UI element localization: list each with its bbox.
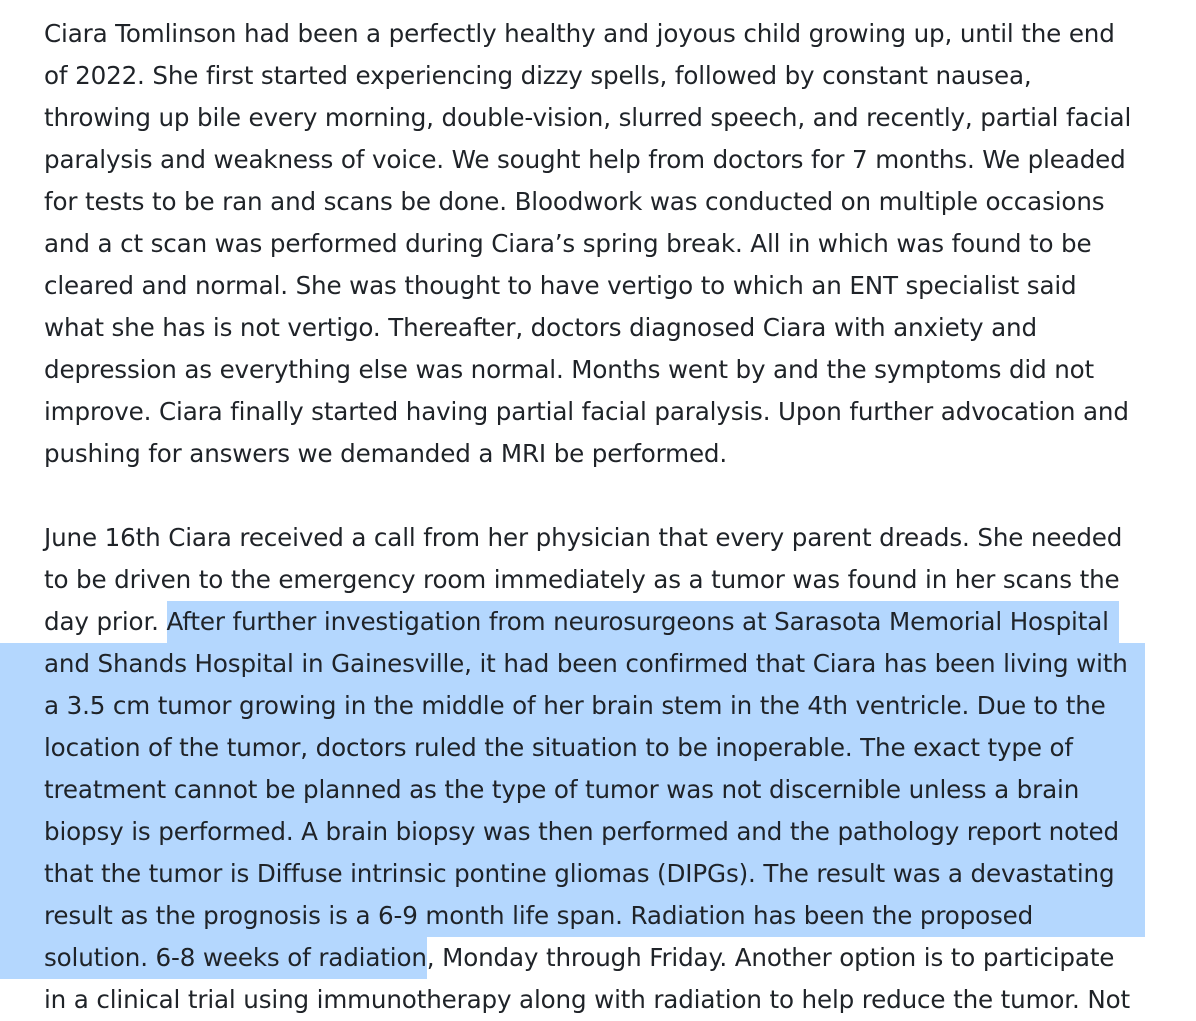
unselected-text: day prior. bbox=[44, 607, 167, 636]
text-line: June 16th Ciara received a call from her physician that every parent dreads. She needed bbox=[44, 523, 1123, 552]
selected-text[interactable]: After further investigation from neurosurgeons at Sarasota Memorial Hospital bbox=[167, 601, 1119, 643]
selected-text[interactable]: solution. 6-8 weeks of radiation bbox=[0, 937, 427, 979]
selected-line[interactable] bbox=[44, 853, 1154, 895]
selected-text[interactable]: and Shands Hospital in Gainesville, it had been confirmed that Ciara has been living with bbox=[0, 643, 1145, 685]
unselected-text: , Monday through Friday. Another option is to participate bbox=[426, 943, 1115, 972]
selected-line[interactable] bbox=[44, 895, 1154, 937]
selected-line[interactable] bbox=[44, 769, 1154, 811]
selected-line[interactable] bbox=[44, 727, 1154, 769]
paragraph-spacer bbox=[44, 475, 1154, 517]
text-line: what she has is not vertigo. Thereafter, doctors diagnosed Ciara with anxiety and bbox=[44, 313, 1037, 342]
text-line: cleared and normal. She was thought to have vertigo to which an ENT specialist said bbox=[44, 271, 1077, 300]
text-line: and a ct scan was performed during Ciara’s spring break. All in which was found to be bbox=[44, 229, 1092, 258]
text-line: of 2022. She first started experiencing dizzy spells, followed by constant nausea, bbox=[44, 61, 1032, 90]
selected-line[interactable] bbox=[44, 811, 1154, 853]
selected-text[interactable]: treatment cannot be planned as the type of tumor was not discernible unless a brain bbox=[0, 769, 1145, 811]
text-line-cut-off: in a clinical trial using immunotherapy along with radiation to help reduce the tumor. Not bbox=[44, 985, 1130, 1014]
article-text bbox=[44, 13, 1154, 1021]
selected-text[interactable]: biopsy is performed. A brain biopsy was then performed and the pathology report noted bbox=[0, 811, 1145, 853]
text-line-selection-end[interactable] bbox=[44, 937, 1154, 979]
selected-text[interactable]: a 3.5 cm tumor growing in the middle of her brain stem in the 4th ventricle. Due to the bbox=[0, 685, 1145, 727]
text-line: for tests to be ran and scans be done. Bloodwork was conducted on multiple occasions bbox=[44, 187, 1105, 216]
selected-line[interactable] bbox=[44, 685, 1154, 727]
text-line-selection-start[interactable] bbox=[44, 601, 1154, 643]
text-line: to be driven to the emergency room immediately as a tumor was found in her scans the bbox=[44, 565, 1120, 594]
selected-text[interactable]: location of the tumor, doctors ruled the situation to be inoperable. The exact type of bbox=[0, 727, 1145, 769]
selected-text[interactable]: that the tumor is Diffuse intrinsic pontine gliomas (DIPGs). The result was a devastating bbox=[0, 853, 1145, 895]
text-line: Ciara Tomlinson had been a perfectly healthy and joyous child growing up, until the end bbox=[44, 19, 1115, 48]
paragraph-diagnosis[interactable] bbox=[44, 517, 1154, 1021]
text-line: throwing up bile every morning, double-vision, slurred speech, and recently, partial facial bbox=[44, 103, 1132, 132]
selected-line[interactable] bbox=[44, 643, 1154, 685]
paragraph-symptoms bbox=[44, 13, 1154, 475]
selected-text[interactable]: result as the prognosis is a 6-9 month life span. Radiation has been the proposed bbox=[0, 895, 1145, 937]
text-line: depression as everything else was normal. Months went by and the symptoms did not bbox=[44, 355, 1095, 384]
text-line: pushing for answers we demanded a MRI be performed. bbox=[44, 439, 728, 468]
text-line: paralysis and weakness of voice. We sought help from doctors for 7 months. We pleaded bbox=[44, 145, 1126, 174]
text-line: improve. Ciara finally started having partial facial paralysis. Upon further advocation and bbox=[44, 397, 1129, 426]
